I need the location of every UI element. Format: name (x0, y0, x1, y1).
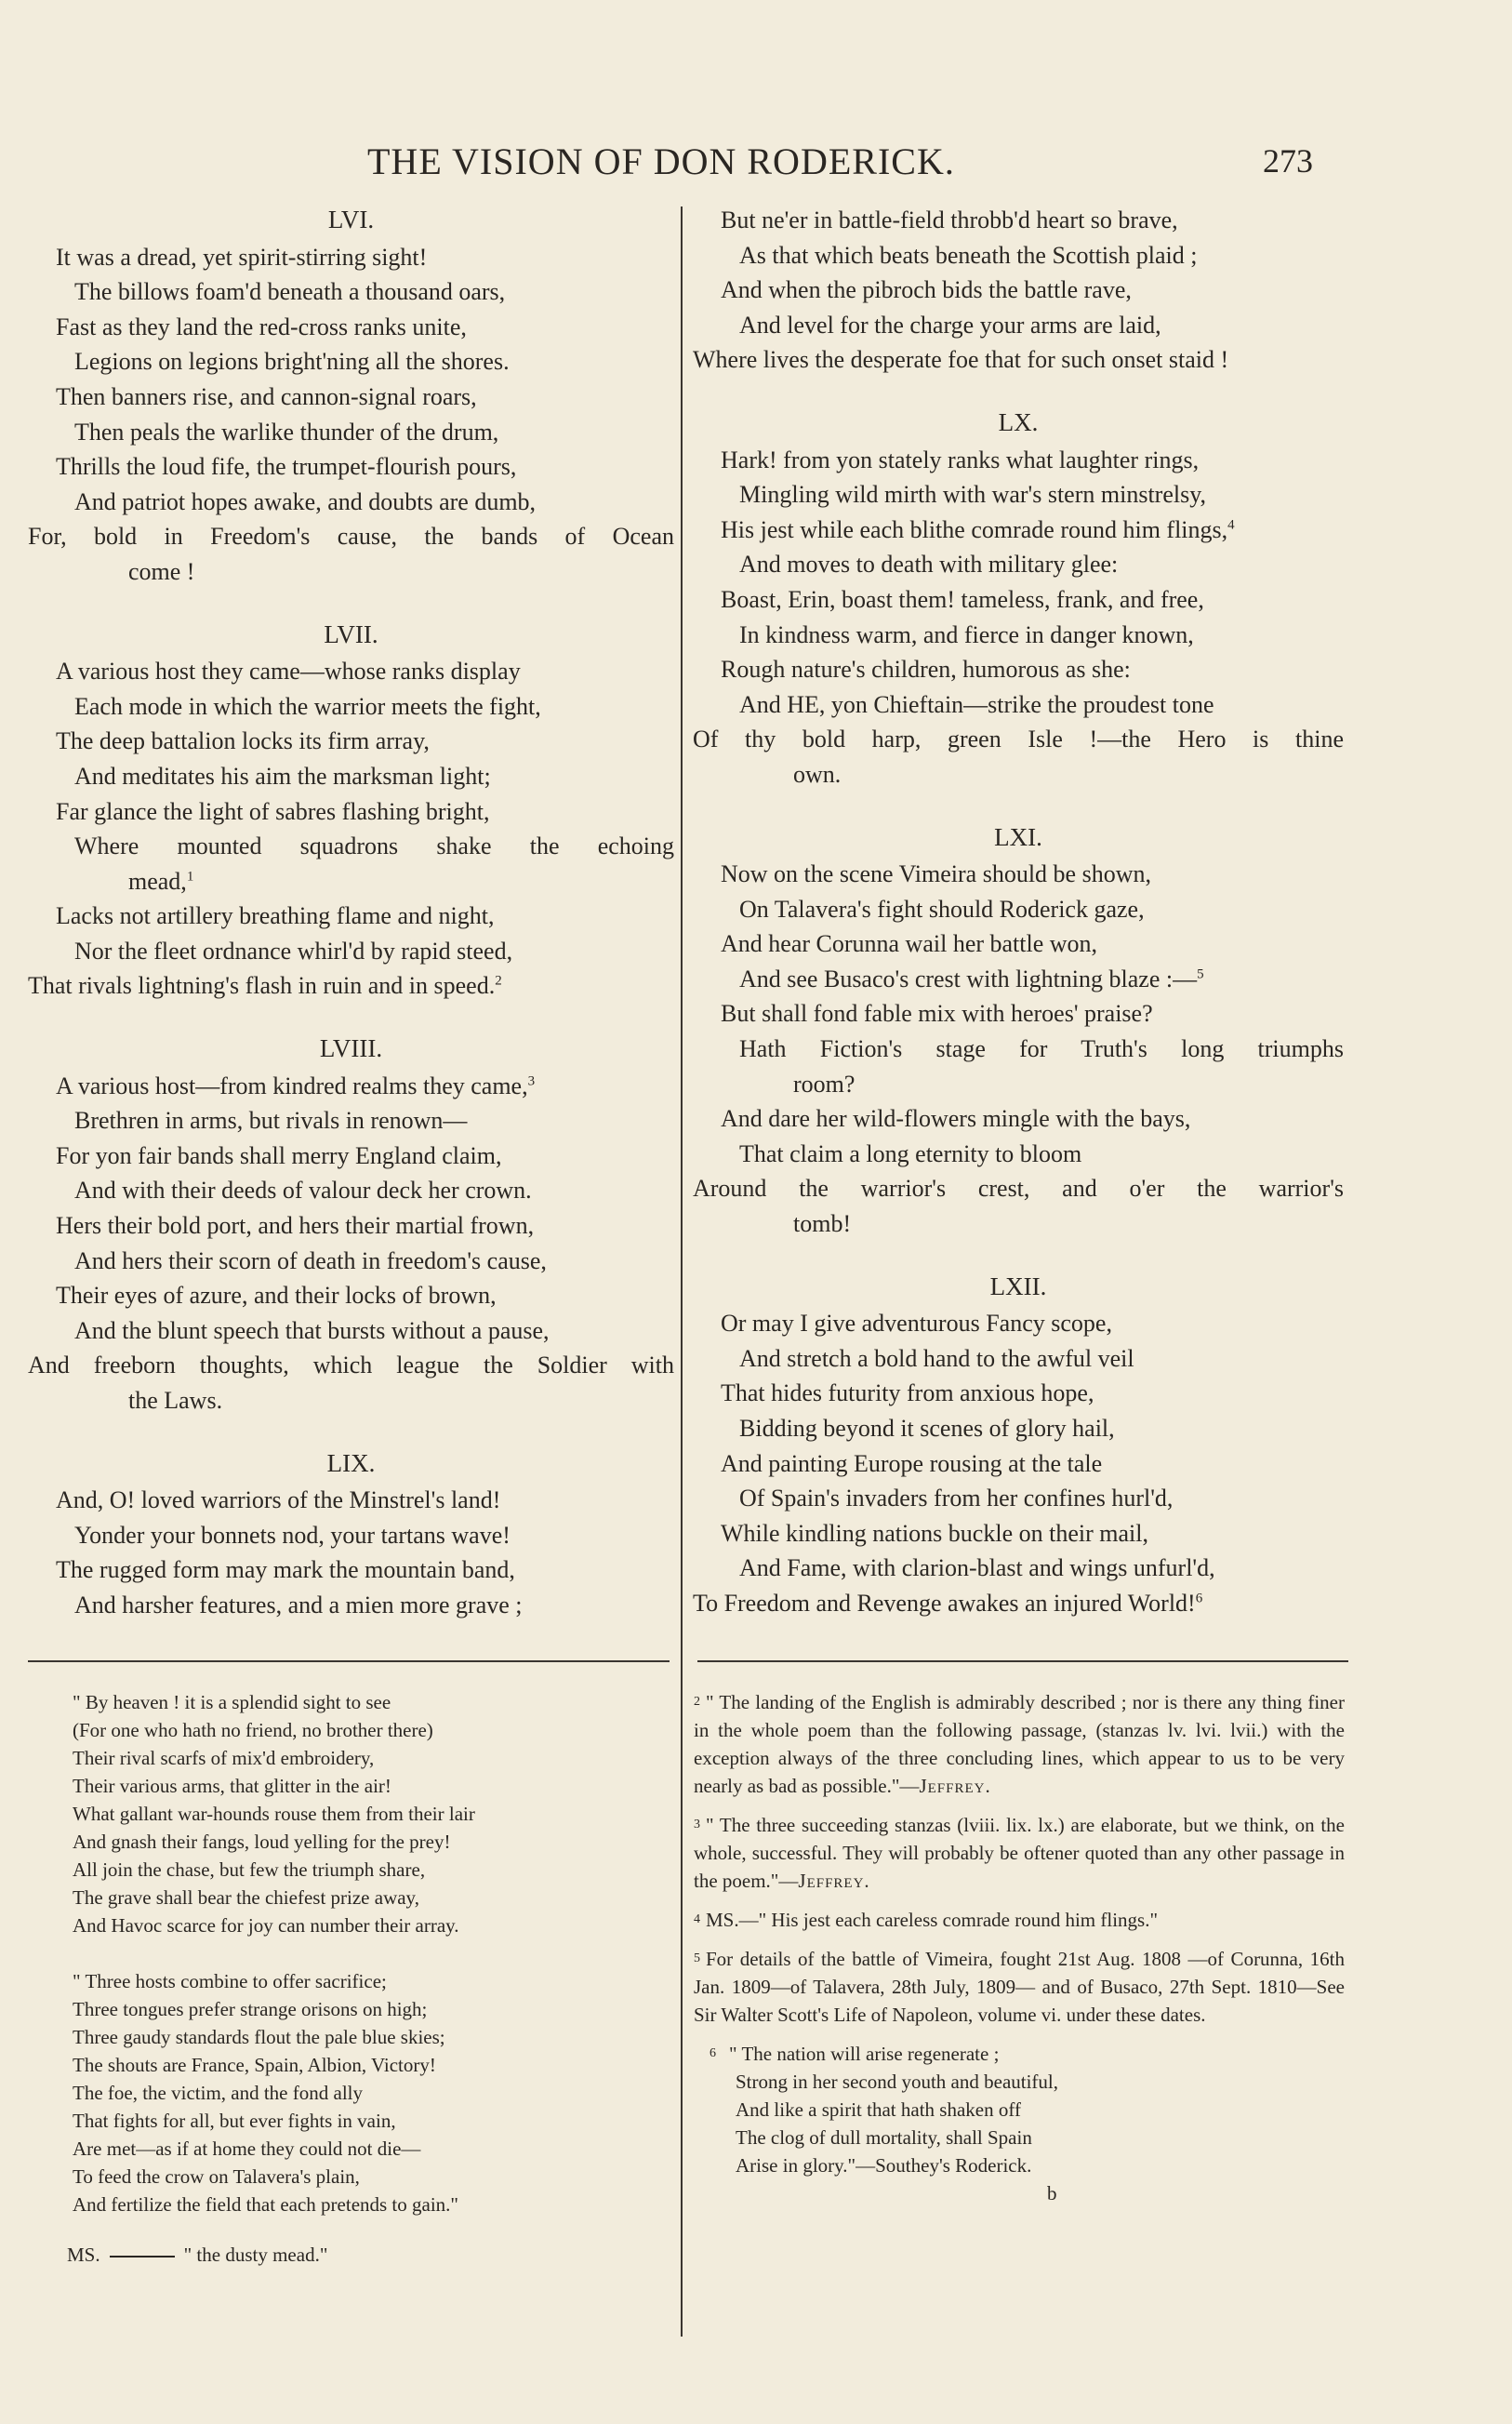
verse-line: Thrills the loud fife, the trumpet-flourish pours, (56, 453, 517, 481)
verse-line: Of thy bold harp, green Isle !—the Hero is thine (693, 726, 1344, 753)
footnote-marker: 1 (186, 869, 194, 885)
verse-line: Fast as they land the red-cross ranks unite, (56, 313, 467, 340)
stanza-number: LXI. (994, 822, 1042, 851)
verse-line: And freeborn thoughts, which league the Soldier with (28, 1352, 674, 1379)
verse-line: On Talavera's fight should Roderick gaze, (739, 895, 1145, 923)
verse-line: Rough nature's children, humorous as she: (721, 656, 1131, 684)
stanza-number: LX. (998, 407, 1039, 436)
running-title: THE VISION OF DON RODERICK. (367, 140, 955, 182)
footnote-verse-line: (For one who hath no friend, no brother there) (73, 1719, 433, 1741)
verse-line: Now on the scene Vimeira should be shown, (721, 860, 1151, 888)
verse-line: And HE, yon Chieftain—strike the proudest tone (739, 690, 1214, 718)
verse-line: The billows foam'd beneath a thousand oars, (74, 278, 506, 306)
footnotes-right (694, 1688, 1345, 2207)
verse-line: And when the pibroch bids the battle rave, (721, 276, 1132, 304)
footnote-verse-line: What gallant war-hounds rouse them from their lair (73, 1803, 475, 1825)
stanza-number: LXII. (989, 1272, 1047, 1300)
verse-line: The rugged form may mark the mountain band, (56, 1556, 515, 1584)
footnote-verse-line: All join the chase, but few the triumph share, (73, 1858, 426, 1881)
footnote-rule-right (697, 1660, 1348, 1662)
page-header (0, 140, 1512, 195)
verse-line: But shall fond fable mix with heroes' praise? (721, 1000, 1153, 1028)
verse-line: Each mode in which the warrior meets the fight, (74, 692, 541, 720)
footnote-verse-line: And fertilize the field that each pretends to gain." (73, 2193, 458, 2216)
verse-line: And moves to death with military glee: (739, 551, 1119, 579)
footnote-marker: 3 (527, 1073, 536, 1088)
verse-line: And, O! loved warriors of the Minstrel's land! (56, 1486, 501, 1514)
column-divider (681, 206, 683, 2337)
footnote-n3: 3 " The three succeeding stanzas (lviii. lix. lx.) are elaborate, but we think, on the whole, successful. They will probably be oftener quoted than any other passage in the poem."—Jeffrey. (694, 1814, 1345, 1892)
footnote-n6 (694, 2040, 1345, 2179)
verse-line: That hides futurity from anxious hope, (721, 1379, 1094, 1407)
footnote-verse-line: Strong in her second youth and beautiful, (736, 2071, 1059, 2093)
verse-line: come ! (128, 557, 195, 585)
left-column (28, 203, 674, 1623)
verse-line: And see Busaco's crest with lightning blaze :—$^5$ (739, 965, 1204, 992)
verse-line: And Fame, with clarion-blast and wings unfurl'd, (739, 1554, 1215, 1582)
footnotes-left (67, 1688, 668, 2269)
verse-line: Hark! from yon stately ranks what laughter rings, (721, 446, 1200, 473)
footnote-n5: 5 For details of the battle of Vimeira, fought 21st Aug. 1808 —of Corunna, 16th Jan. 1809—of Talavera, 28th July, 1809— and of Busaco, 27th Sept. 1810—See Sir Walter Scott's Life of Napoleon, volume vi. under these dates. (694, 1948, 1345, 2026)
footnote-verse-line: " By heaven ! it is a splendid sight to see (73, 1691, 391, 1713)
verse-line: Far glance the light of sabres flashing bright, (56, 797, 490, 825)
footnote-verse-line: And Havoc scarce for joy can number their array. (73, 1914, 459, 1937)
verse-line: And hers their scorn of death in freedom's cause, (74, 1246, 547, 1274)
verse-line: Bidding beyond it scenes of glory hail, (739, 1415, 1115, 1442)
verse-line: For yon fair bands shall merry England claim, (56, 1141, 502, 1169)
verse-line: And hear Corunna wail her battle won, (721, 930, 1098, 958)
verse-line: room? (793, 1070, 855, 1098)
footnote-verse-line: Their various arms, that glitter in the air! (73, 1775, 391, 1797)
verse-line: Then peals the warlike thunder of the drum, (74, 418, 499, 446)
verse-line: And patriot hopes awake, and doubts are dumb, (74, 487, 537, 515)
footnote-verse-line: Are met—as if at home they could not die— (73, 2138, 421, 2160)
verse-line: Nor the fleet ordnance whirl'd by rapid steed, (74, 937, 513, 965)
verse-line: And painting Europe rousing at the tale (721, 1449, 1103, 1477)
verse-line: Lacks not artillery breathing flame and night, (56, 902, 495, 930)
verse-line: the Laws. (128, 1387, 223, 1414)
stanza-number: LVI. (327, 206, 375, 233)
ms-variant-note: MS. " the dusty mead." (67, 2244, 328, 2266)
verse-line: That rivals lightning's flash in ruin and in speed.$^2$ (28, 972, 502, 1000)
page-number: 273 (1263, 142, 1313, 180)
footnote-verse-line: The shouts are France, Spain, Albion, Victory! (73, 2054, 436, 2076)
verse-line: Of Spain's invaders from her confines hurl'd, (739, 1485, 1174, 1512)
footnote-verse-line: 6 " The nation will arise regenerate ; (710, 2043, 1000, 2065)
footnote-marker: 5 (1197, 966, 1204, 982)
verse-line: mead,$^1$ (128, 867, 194, 895)
verse-line: Hers their bold port, and hers their martial frown, (56, 1212, 535, 1240)
stanza-number: LIX. (326, 1448, 376, 1477)
verse-line: The deep battalion locks its firm array, (56, 727, 430, 755)
footnote-verse-line: " Three hosts combine to offer sacrifice; (73, 1970, 387, 1992)
verse-line: Or may I give adventurous Fancy scope, (721, 1310, 1112, 1338)
verse-line: Yonder your bonnets nod, your tartans wave! (74, 1521, 511, 1549)
footnote-marker: 6 (1195, 1591, 1203, 1606)
verse-line: That claim a long eternity to bloom (739, 1139, 1082, 1167)
verse-line: A various host they came—whose ranks display (56, 658, 521, 686)
verse-line: Hath Fiction's stage for Truth's long triumphs (739, 1035, 1344, 1063)
verse-line: And harsher features, and a mien more grave ; (74, 1591, 523, 1618)
footnote-verse-line: The grave shall bear the chiefest prize away, (73, 1886, 419, 1909)
verse-line: And meditates his aim the marksman light; (74, 762, 491, 790)
verse-line: own. (793, 760, 842, 788)
footnote-marker: 2 (495, 973, 502, 989)
footnote-verse-line: To feed the crow on Talavera's plain, (73, 2165, 360, 2188)
verse-line: His jest while each blithe comrade round him flings,$^4$ (721, 515, 1235, 543)
verse-line: Then banners rise, and cannon-signal roars, (56, 382, 477, 410)
footnote-verse-line: The clog of dull mortality, shall Spain (736, 2126, 1032, 2149)
footnote-verse-line: Three tongues prefer strange orisons on high; (73, 1998, 428, 2020)
verse-line: And level for the charge your arms are laid, (739, 311, 1161, 339)
verse-line: But ne'er in battle-field throbb'd heart so brave, (721, 206, 1178, 233)
verse-line: In kindness warm, and fierce in danger known, (739, 620, 1194, 648)
verse-line: Where mounted squadrons shake the echoing (74, 832, 674, 860)
footnote-verse-line: Their rival scarfs of mix'd embroidery, (73, 1747, 375, 1769)
footnote-n2: 2 " The landing of the English is admirably described ; nor is there any thing finer in the whole poem than the following passage, (stanzas lv. lvi. lvii.) with the exception always of the three concluding lines, which appear to us to be very nearly as bad as possible."—Jeffrey. (694, 1691, 1345, 1797)
verse-line: And with their deeds of valour deck her crown. (74, 1177, 532, 1205)
verse-line: Where lives the desperate foe that for such onset staid ! (693, 346, 1229, 374)
footnote-verse-line: Three gaudy standards flout the pale blue skies; (73, 2026, 445, 2048)
verse-line: As that which beats beneath the Scottish plaid ; (739, 241, 1198, 269)
footnote-verse-line: And gnash their fangs, loud yelling for the prey! (73, 1831, 451, 1853)
verse-line: Mingling wild mirth with war's stern minstrelsy, (739, 481, 1207, 509)
verse-line: And dare her wild-flowers mingle with the bays, (721, 1105, 1191, 1133)
verse-line: Legions on legions bright'ning all the shores. (74, 348, 510, 376)
verse-line: While kindling nations buckle on their mail, (721, 1519, 1148, 1547)
footnote-verse-line: The foe, the victim, and the fond ally (73, 2082, 363, 2104)
verse-line: Around the warrior's crest, and o'er the warrior's (693, 1175, 1344, 1203)
verse-line: A various host—from kindred realms they came,$^3$ (56, 1072, 536, 1099)
verse-line: Their eyes of azure, and their locks of brown, (56, 1282, 497, 1310)
verse-line: It was a dread, yet spirit-stirring sight! (56, 243, 428, 271)
verse-line: tomb! (793, 1210, 852, 1238)
verse-line: To Freedom and Revenge awakes an injured World!$^6$ (693, 1589, 1203, 1617)
footnote-marker: 4 (1227, 517, 1235, 533)
verse-line: Brethren in arms, but rivals in renown— (74, 1107, 468, 1135)
verse-line: And the blunt speech that bursts without a pause, (74, 1316, 550, 1344)
footnote-verse-line: Arise in glory."—Southey's Roderick. (736, 2154, 1032, 2177)
footnote-verse-line: And like a spirit that hath shaken off (736, 2098, 1021, 2121)
printer-signature: b (1047, 2182, 1057, 2204)
verse-line: And stretch a bold hand to the awful veil (739, 1344, 1134, 1372)
footnote-n4: 4 MS.—" His jest each careless comrade round him flings." (694, 1909, 1159, 1931)
stanza-number: LVIII. (319, 1034, 383, 1063)
verse-line: Boast, Erin, boast them! tameless, frank, and free, (721, 585, 1204, 613)
right-column (693, 203, 1344, 1621)
footnote-verse-line: That fights for all, but ever fights in vain, (73, 2110, 396, 2132)
verse-line: For, bold in Freedom's cause, the bands of Ocean (28, 523, 674, 551)
stanza-number: LVII. (324, 619, 378, 648)
footnote-rule-left (28, 1660, 670, 1662)
